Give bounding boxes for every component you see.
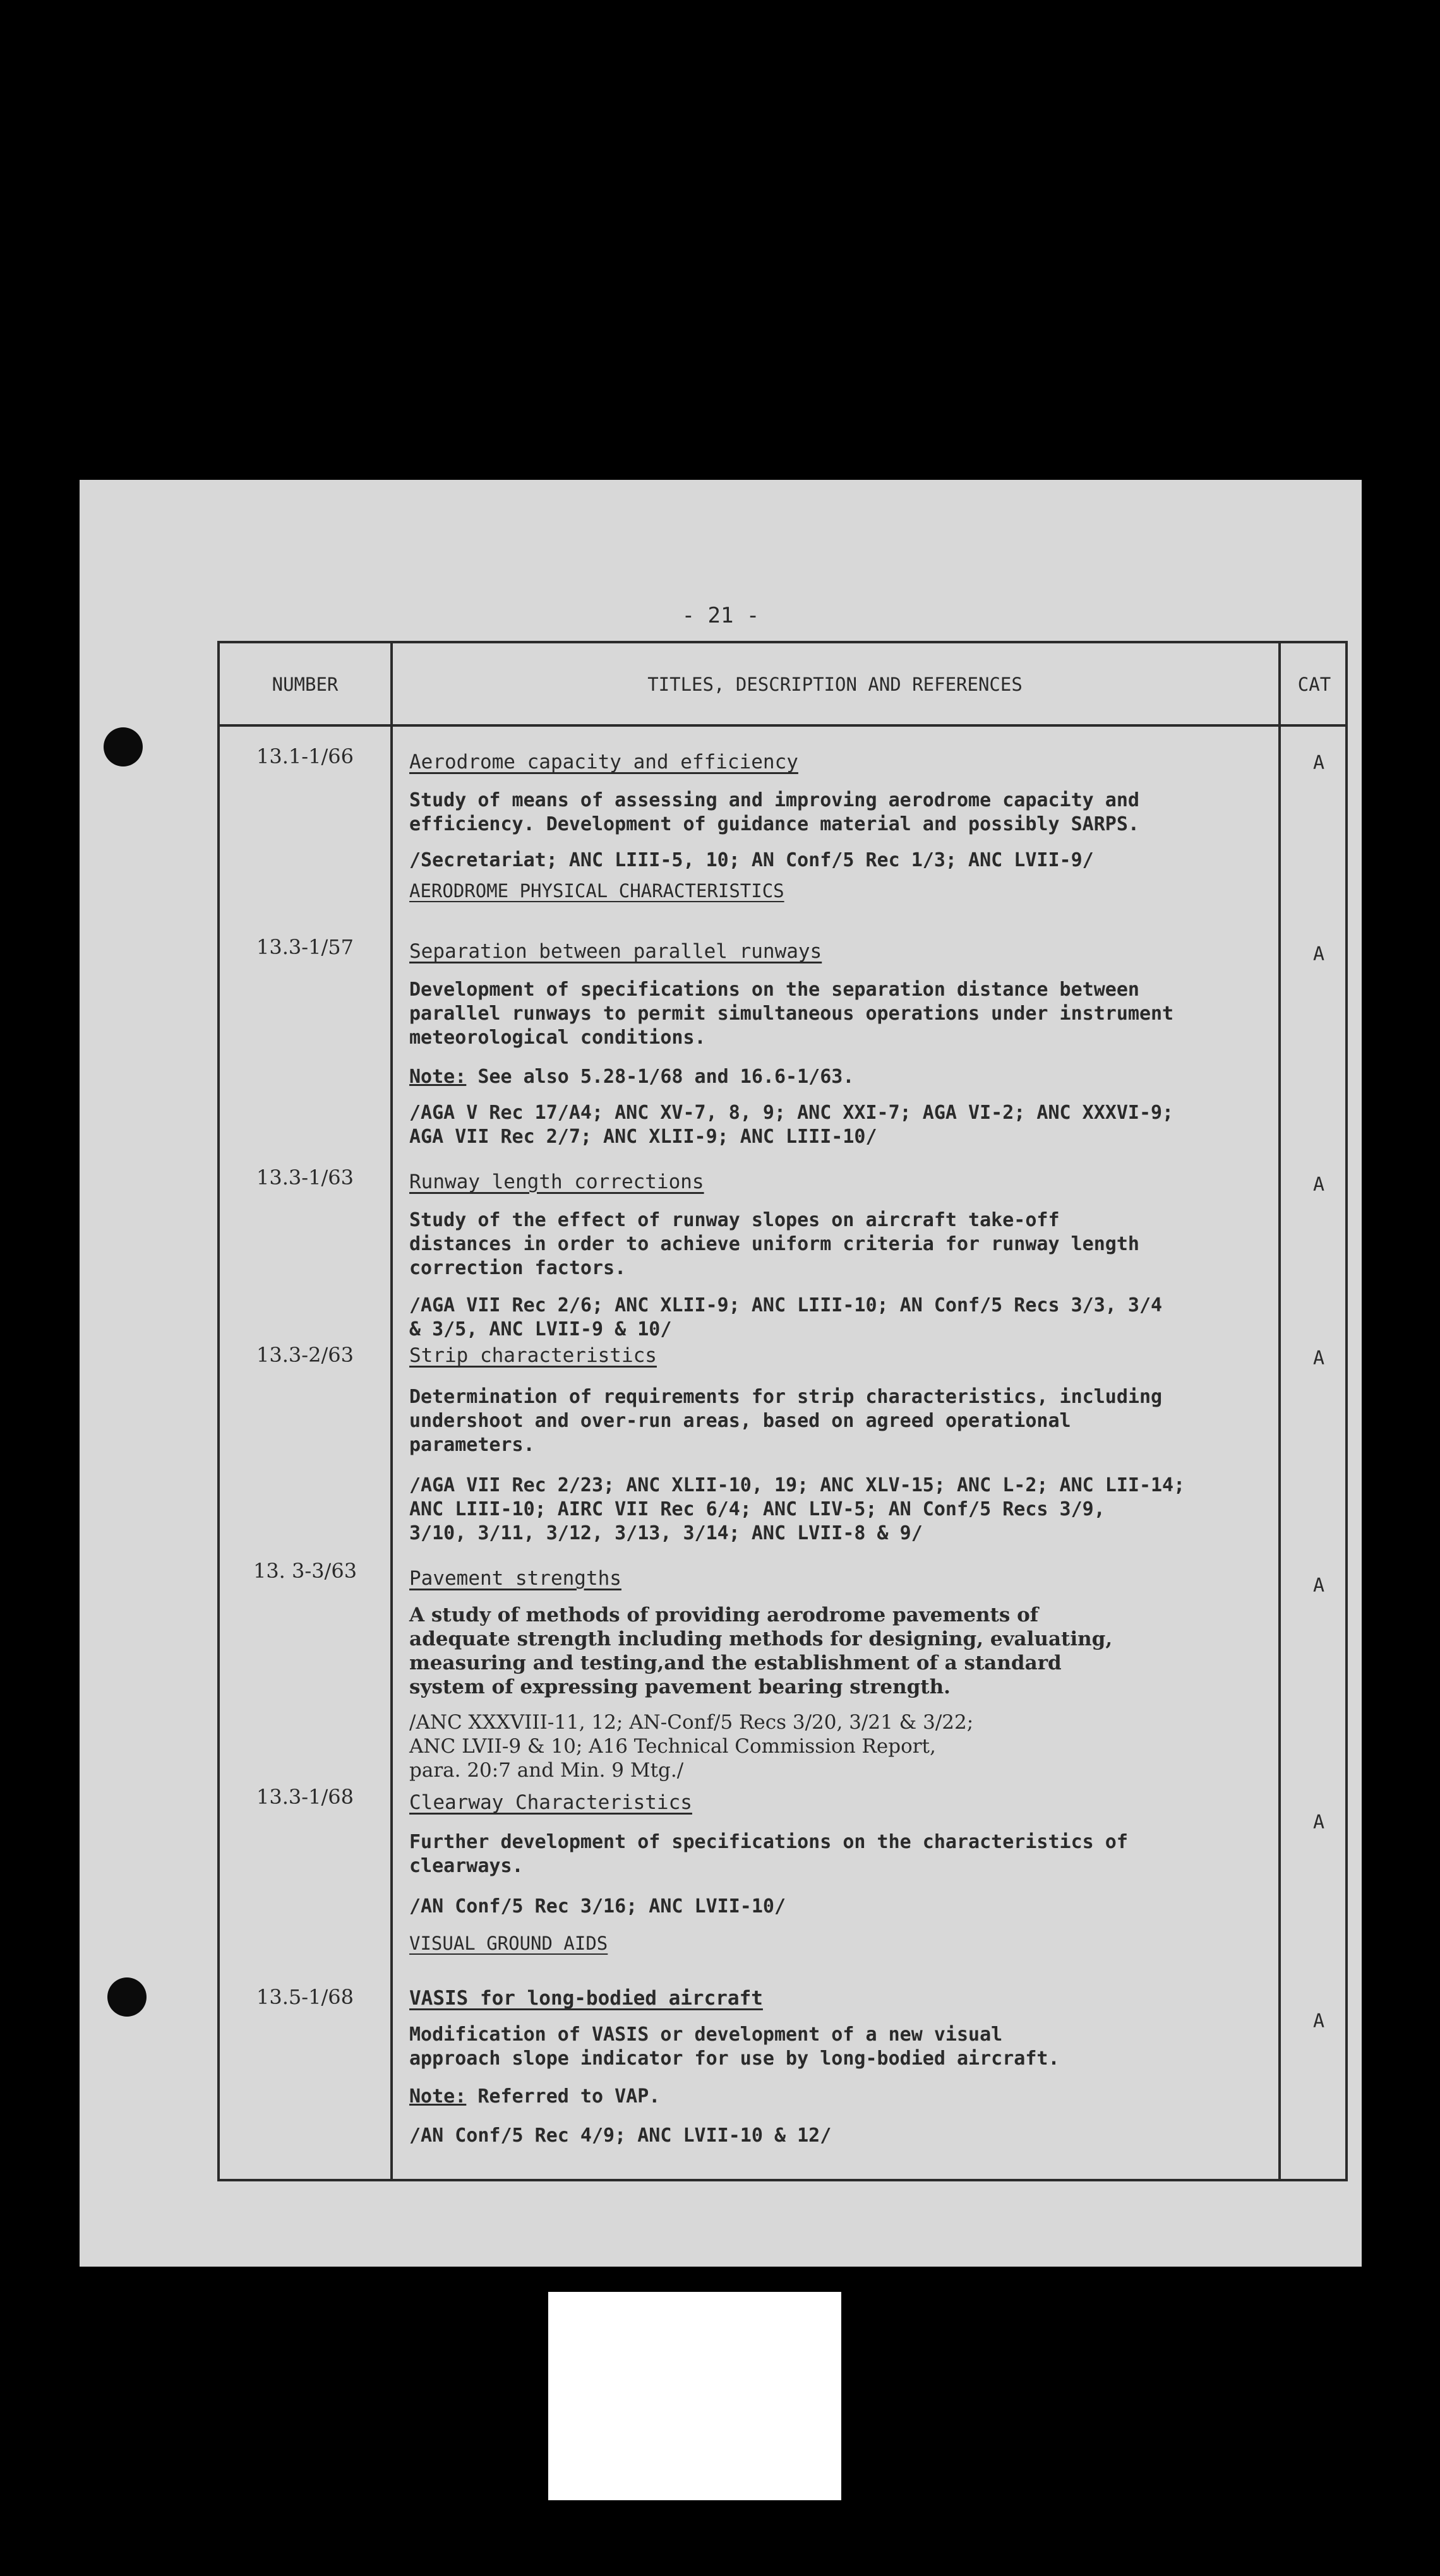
entry-number: 13.5-1/68 <box>256 1985 354 2009</box>
header-cat: CAT <box>1297 674 1331 695</box>
entry-description: A study of methods of providing aerodrome pavements of adequate strength including methods for designing, evaluating, measuring and testing,and the establishment of a standard system of expressing pavement bearing strength. <box>409 1604 1113 1698</box>
note-text: See also 5.28-1/68 and 16.6-1/63. <box>477 1066 855 1088</box>
entry-title: Runway length corrections <box>409 1171 704 1193</box>
entry-cat: A <box>1312 943 1325 965</box>
section-heading: VISUAL GROUND AIDS <box>409 1933 608 1954</box>
punch-hole-bottom <box>107 1977 147 2017</box>
section-heading: AERODROME PHYSICAL CHARACTERISTICS <box>409 880 784 902</box>
header-number: NUMBER <box>272 674 339 695</box>
entry-references: /ANC XXXVIII-11, 12; AN-Conf/5 Recs 3/20, 3/21 & 3/22; ANC LVII-9 & 10; A16 Technical Commission Report, para. 20:7 and Min. 9 Mtg./ <box>409 1711 974 1782</box>
note-label: Note: <box>409 2085 467 2108</box>
entry-title: Clearway Characteristics <box>409 1791 692 1814</box>
entry-description: Development of specifications on the separation distance between parallel runways to permit simultaneous operations under instrument meteorological conditions. <box>409 979 1174 1049</box>
entry-title: Aerodrome capacity and efficiency <box>409 751 798 773</box>
entry-number: 13.3-2/63 <box>256 1343 354 1367</box>
entry-description: Modification of VASIS or development of a new visual approach slope indicator for use by long-bodied aircraft. <box>409 2024 1060 2070</box>
page-number: - 21 - <box>681 603 760 628</box>
entry-number: 13.3-1/57 <box>256 935 354 959</box>
column-divider <box>390 643 393 2179</box>
entry-title: Separation between parallel runways <box>409 940 822 963</box>
entry-references: /AGA V Rec 17/A4; ANC XV-7, 8, 9; ANC XXI-7; AGA VI-2; ANC XXXVI-9; AGA VII Rec 2/7; ANC XLII-9; ANC LIII-10/ <box>409 1102 1174 1148</box>
entry-cat: A <box>1312 1347 1325 1369</box>
entry-title: Pavement strengths <box>409 1567 621 1590</box>
entry-cat: A <box>1312 752 1325 774</box>
entry-number: 13.3-1/68 <box>256 1785 354 1809</box>
header-titles: TITLES, DESCRIPTION AND REFERENCES <box>647 674 1023 695</box>
entry-references: /AGA VII Rec 2/6; ANC XLII-9; ANC LIII-10; AN Conf/5 Recs 3/3, 3/4 & 3/5, ANC LVII-9 & 10/ <box>409 1294 1163 1340</box>
catalog-table <box>217 641 1348 2181</box>
entry-cat: A <box>1312 1174 1325 1196</box>
entry-number: 13. 3-3/63 <box>253 1559 357 1583</box>
document-page <box>80 480 1362 2267</box>
entry-description: Study of means of assessing and improving aerodrome capacity and efficiency. Development of guidance material and possibly SARPS. <box>409 789 1139 835</box>
entry-references: /AN Conf/5 Rec 3/16; ANC LVII-10/ <box>409 1895 786 1917</box>
entry-title: Strip characteristics <box>409 1344 657 1367</box>
entry-cat: A <box>1312 1811 1325 1834</box>
entry-description: Further development of specifications on the characteristics of clearways. <box>409 1831 1128 1877</box>
entry-title: VASIS for long-bodied aircraft <box>409 1987 763 2010</box>
entry-note <box>409 2085 1281 2109</box>
entry-references: /AGA VII Rec 2/23; ANC XLII-10, 19; ANC XLV-15; ANC L-2; ANC LII-14; ANC LIII-10; AIRC VII Rec 6/4; ANC LIV-5; AN Conf/5 Recs 3/9, 3/10, 3/11, 3/12, 3/13, 3/14; ANC LVII-8 & 9/ <box>409 1474 1185 1544</box>
entry-description: Study of the effect of runway slopes on aircraft take-off distances in order to achieve uniform criteria for runway length correction factors. <box>409 1209 1139 1279</box>
note-text: Referred to VAP. <box>477 2085 661 2108</box>
entry-references: /Secretariat; ANC LIII-5, 10; AN Conf/5 Rec 1/3; ANC LVII-9/ <box>409 849 1094 871</box>
entry-number: 13.1-1/66 <box>256 744 354 768</box>
note-label: Note: <box>409 1066 467 1088</box>
entry-number: 13.3-1/63 <box>256 1166 354 1190</box>
entry-cat: A <box>1312 1575 1325 1597</box>
entry-description: Determination of requirements for strip characteristics, including undershoot and over-run areas, based on agreed operational parameters. <box>409 1386 1163 1456</box>
entry-cat: A <box>1312 2010 1325 2032</box>
entry-note <box>409 1065 1281 1089</box>
header-divider <box>220 724 1345 727</box>
punch-hole-top <box>104 727 143 766</box>
blank-label <box>548 2292 841 2500</box>
entry-references: /AN Conf/5 Rec 4/9; ANC LVII-10 & 12/ <box>409 2125 832 2147</box>
